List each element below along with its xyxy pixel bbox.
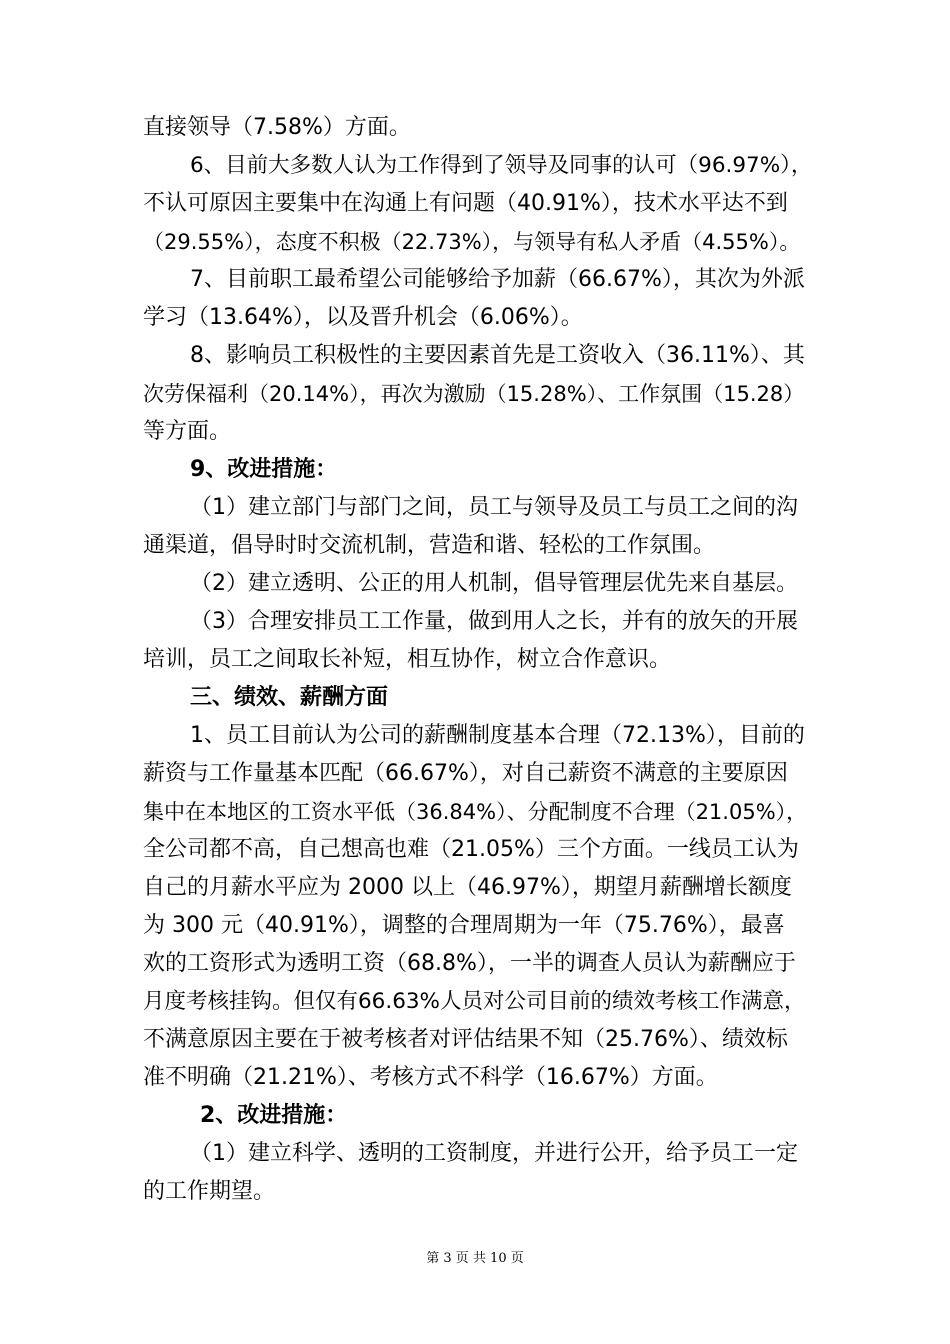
paragraph-line: 为 300 元（40.91%），调整的合理周期为一年（75.76%），最喜 — [143, 913, 785, 938]
section-heading: 9、改进措施： — [190, 457, 338, 482]
paragraph-line: 学习（13.64%），以及晋升机会（6.06%）。 — [143, 305, 583, 330]
paragraph-line: 月度考核挂钩。但仅有66.63%人员对公司目前的绩效考核工作满意， — [143, 989, 806, 1014]
paragraph-line: 准不明确（21.21%）、考核方式不科学（16.67%）方面。 — [143, 1065, 718, 1090]
paragraph-line: 不认可原因主要集中在沟通上有问题（40.91%），技术水平达不到 — [143, 191, 788, 216]
paragraph-line: 薪资与工作量基本匹配（66.67%），对自己薪资不满意的主要原因 — [143, 761, 788, 786]
paragraph-line: 的工作期望。 — [143, 1179, 276, 1204]
paragraph-line: （3）合理安排员工工作量，做到用人之长，并有的放矢的开展 — [190, 609, 798, 634]
paragraph-line: 8、影响员工积极性的主要因素首先是工资收入（36.11%）、其 — [190, 343, 805, 368]
section-heading: 三、绩效、薪酬方面 — [190, 685, 389, 710]
paragraph-line: 通渠道，倡导时时交流机制，营造和谐、轻松的工作氛围。 — [143, 533, 716, 558]
paragraph-line: 全公司都不高，自己想高也难（21.05%）三个方面。一线员工认为 — [143, 837, 799, 862]
section-heading: 2、改进措施： — [200, 1103, 348, 1128]
paragraph-line: 6、目前大多数人认为工作得到了领导及同事的认可（96.97%）， — [190, 153, 813, 178]
paragraph-line: （2）建立透明、公正的用人机制，倡导管理层优先来自基层。 — [190, 571, 798, 596]
paragraph-line: 不满意原因主要在于被考核者对评估结果不知（25.76%）、绩效标 — [143, 1027, 788, 1052]
paragraph-line: 等方面。 — [143, 419, 232, 444]
paragraph-line: 1、员工目前认为公司的薪酬制度基本合理（72.13%），目前的 — [190, 723, 805, 748]
paragraph-line: 欢的工资形式为透明工资（68.8%），一半的调查人员认为薪酬应于 — [143, 951, 796, 976]
paragraph-line: 直接领导（7.58%）方面。 — [143, 115, 411, 140]
paragraph-line: 培训，员工之间取长补短，相互协作，树立合作意识。 — [143, 647, 672, 672]
paragraph-line: 7、目前职工最希望公司能够给予加薪（66.67%），其次为外派 — [190, 267, 805, 292]
paragraph-line: （1）建立部门与部门之间，员工与领导及员工与员工之间的沟 — [190, 495, 798, 520]
paragraph-line: 次劳保福利（20.14%），再次为激励（15.28%）、工作氛围（15.28） — [143, 382, 805, 406]
paragraph-line: （29.55%），态度不积极（22.73%），与领导有私人矛盾（4.55%）。 — [143, 230, 801, 254]
paragraph-line: （1）建立科学、透明的工资制度，并进行公开，给予员工一定 — [190, 1141, 798, 1166]
paragraph-line: 自己的月薪水平应为 2000 以上（46.97%），期望月薪酬增长额度 — [143, 875, 792, 900]
paragraph-line: 集中在本地区的工资水平低（36.84%）、分配制度不合理（21.05%）， — [143, 800, 808, 824]
page-number-footer: 第 3 页 共 10 页 — [426, 1251, 524, 1266]
